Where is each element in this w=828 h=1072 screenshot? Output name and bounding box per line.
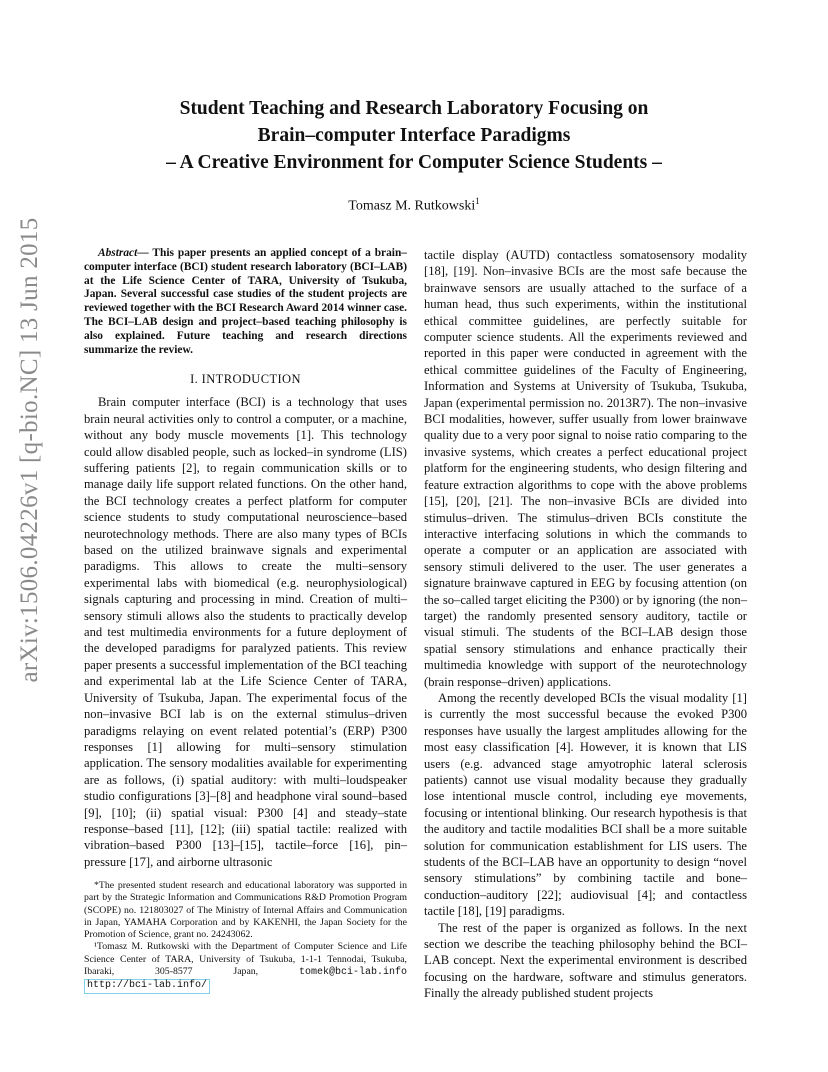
paper-title xyxy=(100,95,728,176)
abstract xyxy=(84,247,407,357)
footnote-funding: *The presented student research and educational laboratory was supported in part by the Strategic Information and Communications R&D Promotion Program (SCOPE) no. 121803027 of The Ministry of Internal Affairs and Communication in Japan, YAMAHA Corporation and by KAKENHI, the Japan Society for the Promotion of Science, grant no. 24243062. xyxy=(84,880,407,941)
arxiv-stamp xyxy=(0,150,60,750)
abstract-text: — This paper presents an applied concept of a brain–computer interface (BCI) student research laboratory (BCI–LAB) at the Life Science Center of TARA, University of Tsukuba, Japan. Several successful case studies of the student projects are reviewed together with the BCI Research Award 2014 winner case. The BCI–LAB design and project–based teaching philosophy is also explained. Future teaching and research directions summarize the review. xyxy=(84,247,407,356)
right-column xyxy=(424,247,747,1002)
title-line-3: – A Creative Environment for Computer Science Students – xyxy=(166,152,662,173)
intro-paragraph-2: tactile display (AUTD) contactless somatosensory modality [18], [19]. Non–invasive BCIs are the most safe because the brainwave sensors are usually attached to the surface of a human head, thus such experiments, within the institutional ethical committee guidelines, are perfectly suitable for computer science students. All the experiments reviewed and reported in this paper were conducted in agreement with the ethical committee guidelines of the Faculty of Engineering, Information and Systems at University of Tsukuba, Tsukuba, Japan (experimental permission no. 2013R7). The non–invasive BCI modalities, however, suffer usually from lower brainwave quality due to a very poor signal to noise ratio comparing to the invasive systems, which creates a perfect educational project platform for the engineering students, who design filtering and feature extraction algorithms to cope with the above problems [15], [20], [21]. The non–invasive BCIs are divided into stimulus–driven. The stimulus–driven BCIs constitute the interactive interfacing solutions in which the commands to operate a computer or an application are associated with sensory stimuli delivered to the user. The user generates a signature brainwave captured in EEG by focusing attention (on the so–called target eliciting the P300) or by ignoring (the non–target) the randomly presented sensory auditory, tactile or visual stimuli. The students of the BCI–LAB design those spatial sensory stimulations and enhance practically their multimedia knowledge with support of the neurotechnology (brain response–driven) applications. xyxy=(424,248,747,689)
intro-paragraph-1: Brain computer interface (BCI) is a technology that uses brain neural activities only to control a computer, or a machine, without any body muscle movements [1]. This technology could allow disabled people, such as locked–in syndrome (LIS) suffering patients [2], to regain communication skills or to manage daily life support related functions. On the other hand, the BCI technology creates a perfect platform for computer science students to study computational neuroscience–based neurotechnology methods. There are also many types of BCIs based on the utilized brainwave signals and experimental paradigms. This allows to create the multi–sensory experimental labs with biomedical (e.g. neurophysiological) signals capturing and processing in mind. Creation of multi–sensory stimuli allows also the students to practically develop and test multimedia environments for a future deployment of the developed paradigms for paralyzed patients. This review paper presents a successful implementation of the BCI teaching and experimental lab at the Life Science Center of TARA, University of Tsukuba, Japan. The experimental focus of the non–invasive BCI lab is on the external stimulus–driven paradigms relaying on event related potential’s (ERP) P300 responses [1] allowing for multi–sensory stimulation application. The sensory modalities available for experimenting are as follows, (i) spatial auditory: with multi–loudspeaker studio configurations [3]–[8] and headphone viral sound–based [9], [10]; (ii) spatial visual: P300 [4] and steady–state response–based [11], [12]; (iii) spatial tactile: realized with vibration–based P300 [13]–[15], tactile–force [16], pin–pressure [17], and airborne ultrasonic xyxy=(84,395,407,869)
author-name: Tomasz M. Rutkowski xyxy=(348,198,476,214)
author-line xyxy=(100,196,728,215)
left-column xyxy=(84,247,407,870)
footnote-url-link[interactable]: http://bci-lab.info/ xyxy=(84,979,210,993)
footnotes xyxy=(84,880,407,994)
title-line-2: Brain–computer Interface Paradigms xyxy=(257,125,571,146)
footnote-email: tomek@bci-lab.info xyxy=(298,967,407,979)
title-line-1: Student Teaching and Research Laboratory Focusing on xyxy=(179,98,649,119)
arxiv-stamp-text: arXiv:1506.04226v1 [q-bio.NC] 13 Jun 2015 xyxy=(16,217,43,683)
abstract-label: Abstract xyxy=(98,247,138,259)
author-footnote-mark: 1 xyxy=(475,196,480,206)
intro-paragraph-3: Among the recently developed BCIs the visual modality [1] is currently the most successful because the evoked P300 responses have usually the largest amplitudes allowing for the most easy classification [4]. However, it is known that LIS users (e.g. advanced stage amyotrophic lateral sclerosis patients) cannot use visual modality because they gradually lose intentional muscle control, including eye movements, focusing or intentional blinking. Our research hypothesis is that the auditory and tactile modalities BCI shall be a more suitable solution for communication establishment for LIS users. The students of the BCI–LAB have an opportunity to design “novel sensory stimulations” by combining tactile and bone–conduction–auditory [22]; audiovisual [4]; and contactless tactile [18], [19] paradigms. xyxy=(424,690,747,919)
footnote-affiliation-text: ¹Tomasz M. Rutkowski with the Department of Computer Science and Life Science Center of TARA, University of Tsukuba, 1-1-1 Tennodai, Tsukuba, Ibaraki, 305-8577 Japan, xyxy=(84,941,407,978)
section-heading: I. INTRODUCTION xyxy=(190,372,301,387)
intro-paragraph-4: The rest of the paper is organized as follows. In the next section we describe the teaching philosophy behind the BCI–LAB concept. Next the experimental environment is described focusing on the hardware, software and stimulus generators. Finally the already published student projects xyxy=(424,920,747,1001)
footnote-affiliation xyxy=(84,941,407,993)
